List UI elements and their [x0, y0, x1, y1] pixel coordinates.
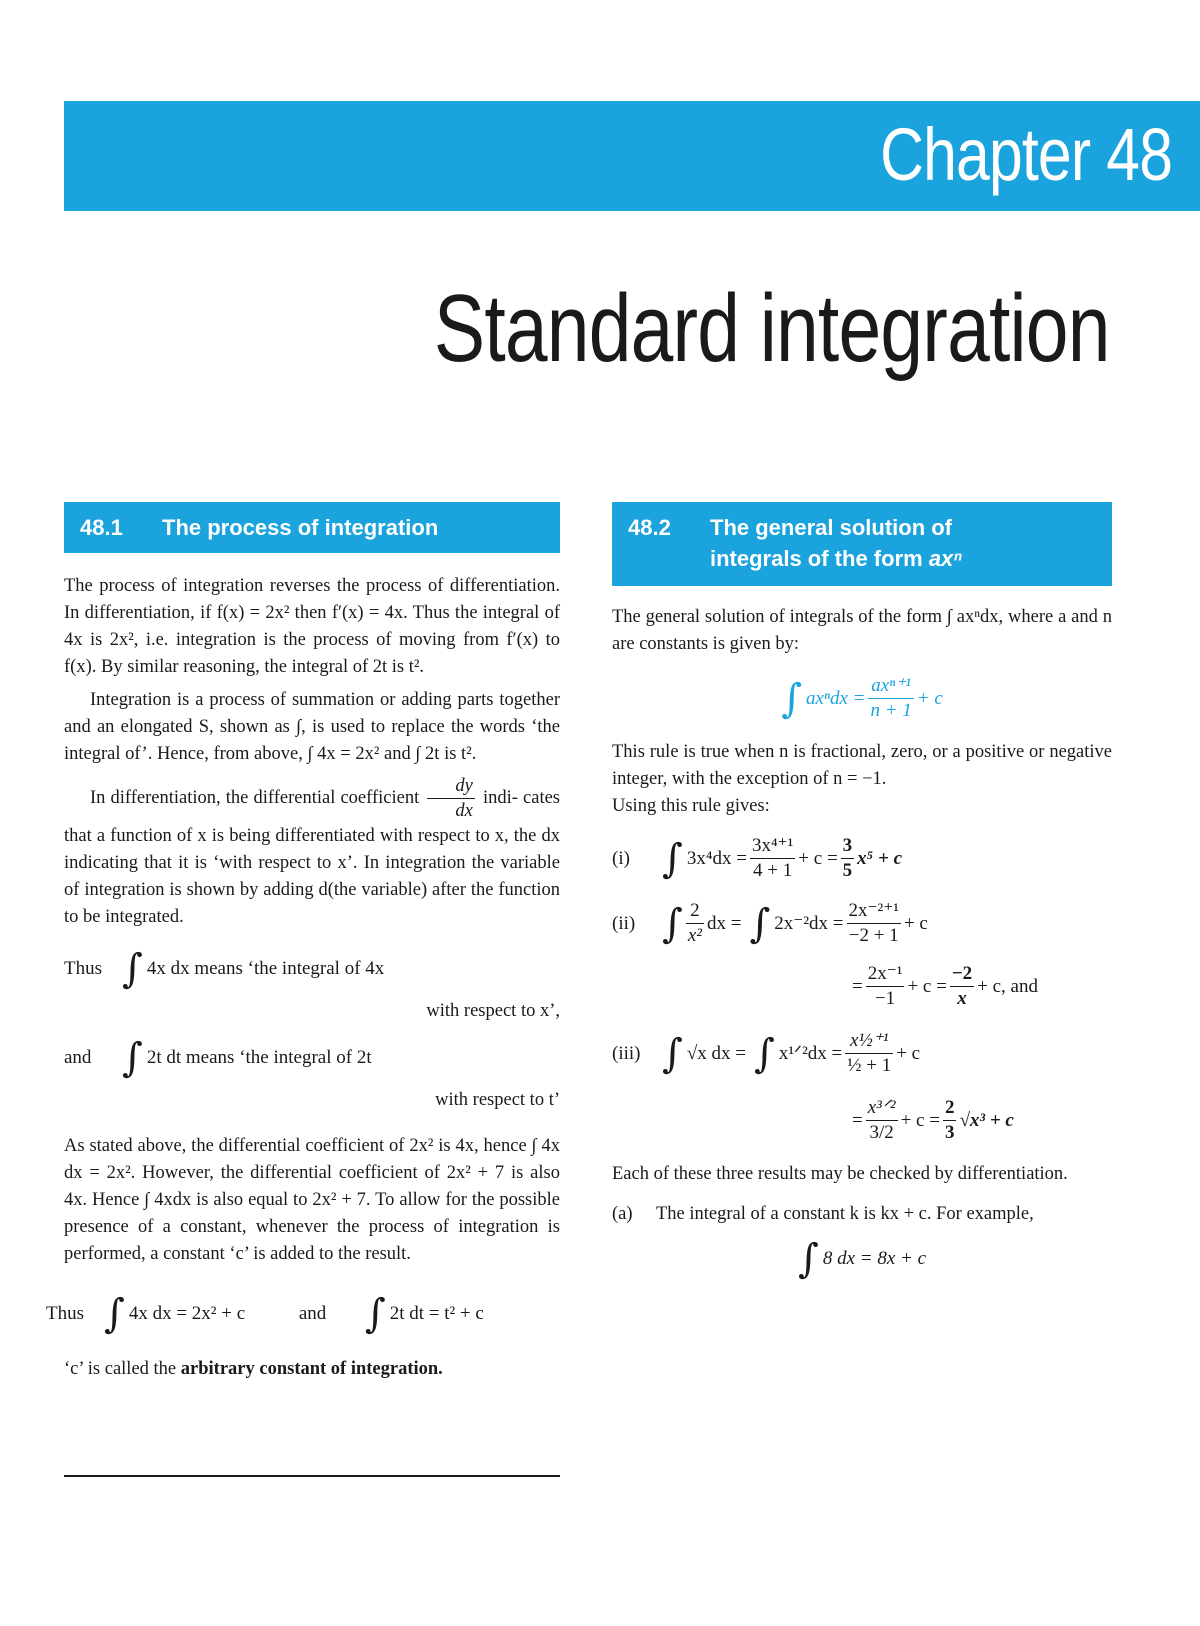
expression: + c: [896, 1042, 921, 1064]
example-thus-constant: [46, 1291, 560, 1337]
item-label: (a): [612, 1204, 633, 1224]
title-line: The general solution of: [710, 515, 953, 540]
expression: =: [852, 1109, 863, 1131]
label-thus: Thus: [46, 1303, 84, 1324]
integral-sign-icon: ∫: [122, 1035, 143, 1081]
expression: + c =: [798, 847, 838, 869]
integral-sign-icon: ∫: [104, 1291, 125, 1337]
paragraph-differential: [64, 774, 560, 931]
section-title: [710, 512, 962, 574]
integral-sign-icon: ∫: [781, 675, 803, 722]
fraction: $\frac{\text{x³ᐟ²}}{3/2}$: [867, 1097, 896, 1143]
example-and-2t: [64, 1035, 560, 1081]
paragraph-constant: As stated above, the differential coefficient of 2x² is 4x, hence ∫ 4x dx = 2x². However, the differential coefficient of 2x² + 7 is also 4x. Hence ∫ 4xdx is also equal to 2x² + 7. To allow for the possible presence of a constant, whenever the process of integration is performed, a constant ‘c’ is added to the result.: [64, 1136, 560, 1264]
paragraph-rule-validity: This rule is true when n is fractional, zero, or a positive or negative integer, with the exception of n = −1.: [612, 742, 1112, 789]
paragraph-check: Each of these three results may be checked by differentiation.: [612, 1164, 1068, 1184]
fraction: $\frac{\text{x½⁺¹}}{\text{½ + 1}}$: [847, 1030, 892, 1076]
left-column: [46, 502, 560, 1383]
example-iii: [612, 1029, 1112, 1078]
expression: 3x⁴dx =: [686, 847, 747, 869]
expression: 2t dt = t² + c: [389, 1303, 484, 1324]
title-math: axⁿ: [928, 546, 962, 571]
section-number: 48.2: [628, 515, 671, 540]
expression: + c: [903, 912, 928, 934]
paragraph-general-solution: The general solution of integrals of the form ∫ axⁿdx, where a and n are constants is given by:: [612, 607, 1112, 654]
text-segment: indi-: [482, 787, 518, 808]
section-heading-48-1: [64, 502, 560, 553]
example-ii-continued: [852, 962, 1112, 1011]
fraction: $\frac{3}{5}$: [842, 835, 853, 881]
expression: 4x dx means ‘the integral of 4x: [146, 958, 385, 979]
integral-sign-icon: ∫: [662, 900, 683, 947]
example-label: (iii): [612, 1042, 641, 1064]
expression: + c =: [907, 975, 947, 997]
paragraph-using: Using this rule gives:: [612, 796, 770, 816]
paragraph-arbitrary: [64, 1356, 560, 1383]
fraction: $\frac{\text{2x⁻²⁺¹}}{-2 + 1}$: [848, 900, 899, 946]
label-thus: Thus: [64, 958, 102, 979]
footer-rule: [64, 1475, 560, 1477]
expression: 4x dx = 2x² + c: [128, 1303, 246, 1324]
example-label: (i): [612, 847, 630, 869]
paragraph-intro: The process of integration reverses the process of differentiation. In differentiation, if f(x) = 2x² then f′(x) = 4x. Thus the integral of 4x is 2x², i.e. integration is the process of moving from f′(x) to f(x). By similar reasoning, the integral of 2t is t².: [64, 576, 560, 677]
integral-sign-icon: ∫: [122, 946, 143, 992]
expression: dx =: [706, 912, 742, 934]
expression: √x³ + c: [959, 1109, 1014, 1131]
expression: + c, and: [977, 975, 1038, 997]
expression: 2x⁻²dx =: [774, 913, 844, 934]
fraction: $\frac{2}{\text{x²}}$: [687, 900, 702, 946]
expression: x¹ᐟ²dx =: [778, 1043, 843, 1064]
continuation: with respect to t’: [435, 1090, 560, 1110]
integral-sign-icon: ∫: [749, 900, 771, 947]
fraction: $\frac{-2}{x}$: [951, 963, 973, 1009]
general-rule: [612, 674, 1112, 723]
rule-fraction: $\frac{\text{axⁿ⁺¹}}{n + 1}$: [870, 675, 912, 721]
rule-lhs: axⁿdx =: [806, 687, 866, 709]
label-and: and: [298, 1303, 327, 1324]
continuation: with respect to x’,: [426, 1001, 560, 1021]
title-line: integrals of the form: [710, 546, 923, 571]
chapter-label: Chapter 48: [879, 113, 1172, 196]
example-i: [612, 834, 1112, 883]
integral-sign-icon: ∫: [797, 1236, 819, 1282]
example-label: (ii): [612, 912, 636, 934]
label-and: and: [64, 1047, 92, 1068]
section-title: The process of integration: [162, 515, 439, 540]
emphasis: arbitrary constant of integration.: [180, 1359, 443, 1379]
integral-sign-icon: ∫: [754, 1030, 775, 1077]
rule-plus-c: + c: [916, 687, 943, 709]
example-ii: [612, 899, 1112, 948]
right-column: [612, 502, 1112, 1282]
fraction: $\frac{\text{2x⁻¹}}{-1}$: [867, 963, 903, 1009]
expression: 2t dt means ‘the integral of 2t: [146, 1047, 372, 1068]
expression: + c =: [900, 1109, 940, 1131]
chapter-band: [64, 101, 1200, 211]
expression: 8 dx = 8x + c: [822, 1248, 927, 1269]
expression: =: [852, 975, 863, 997]
chapter-title: Standard integration: [434, 275, 1110, 382]
item-text: The integral of a constant k is kx + c. For example,: [656, 1204, 1034, 1224]
dy-dx-fraction: $\frac{dy}{dx}$: [427, 774, 474, 823]
section-heading-48-2: [612, 502, 1112, 586]
integral-sign-icon: ∫: [662, 1030, 683, 1077]
section-number: 48.1: [80, 515, 123, 540]
integral-sign-icon: ∫: [662, 835, 683, 882]
expression: √x dx =: [686, 1042, 746, 1064]
example-constant: [612, 1236, 1112, 1282]
text-segment: In differentiation, the differential coefficient: [90, 787, 420, 808]
example-thus-4x: [64, 946, 560, 992]
text-segment: cates that a function of x is being differentiated with respect to x, the dx indicating that it is ‘with respect to x’. In integration the variable of integration is shown by adding d(the variable) after the function to be integrated.: [64, 787, 560, 927]
item-a: [612, 1204, 1112, 1225]
example-iii-continued: [852, 1096, 1112, 1145]
fraction: $\frac{\text{3x⁴⁺¹}}{4 + 1}$: [751, 835, 794, 881]
expression: x⁵ + c: [857, 847, 903, 869]
text-segment: ‘c’ is called the: [64, 1359, 177, 1379]
fraction: $\frac{2}{3}$: [944, 1097, 955, 1143]
paragraph-summation: Integration is a process of summation or adding parts together and an elongated S, shown as ∫, is used to replace the words ‘the integral of’. Hence, from above, ∫ 4x = 2x² and ∫ 2t is t².: [64, 690, 560, 764]
integral-sign-icon: ∫: [364, 1291, 386, 1337]
